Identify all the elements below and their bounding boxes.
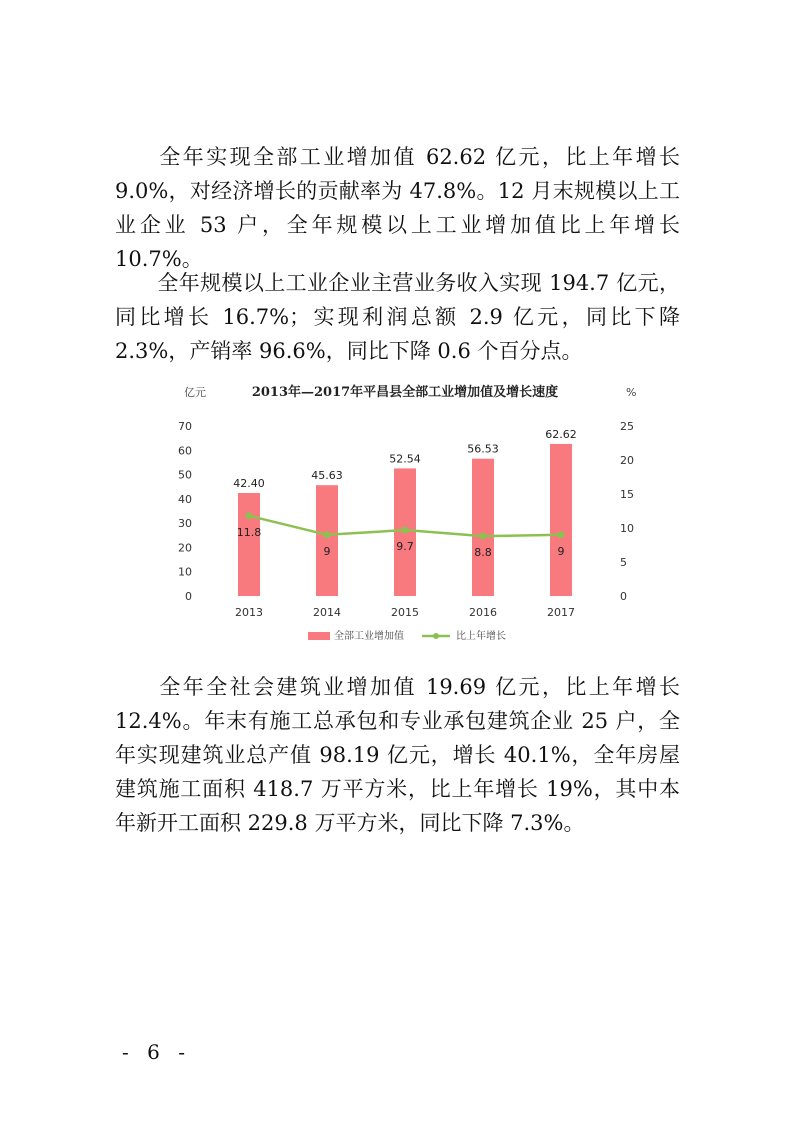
legend-bar-swatch bbox=[308, 632, 330, 640]
bar-label-2016: 56.53 bbox=[467, 442, 499, 456]
y-tick-label: 20 bbox=[178, 541, 192, 555]
y2-tick-label: 5 bbox=[620, 556, 627, 569]
y-tick-label: 0 bbox=[185, 590, 192, 603]
paragraph-construction bbox=[115, 670, 680, 840]
y-axis-label: 亿元 bbox=[184, 386, 206, 399]
x-tick-label: 2016 bbox=[469, 606, 497, 619]
bar-label-2017: 62.62 bbox=[545, 427, 577, 441]
bar-label-2013: 42.40 bbox=[233, 477, 265, 491]
growth-label-2014: 9 bbox=[323, 544, 331, 558]
industry-value-chart bbox=[170, 376, 640, 658]
bar-2017 bbox=[550, 444, 572, 596]
growth-label-2013: 11.8 bbox=[236, 525, 262, 539]
growth-point-2017 bbox=[558, 531, 565, 538]
bar-2016 bbox=[472, 459, 494, 596]
growth-label-2015: 9.7 bbox=[396, 540, 414, 554]
legend-bar-label: 全部工业增加值 bbox=[334, 631, 404, 642]
paragraph-construction-text: 全年全社会建筑业增加值 19.69 亿元，比上年增长 12.4%。年末有施工总承包和专业承包建筑企业 25 户，全年实现建筑业总产值 98.19 亿元，增长 40.1%，全年房屋建筑施工面积 418.7 万平方米，比上年增长 19%，其中本年新开工面积 229.8 万平方米，同比下降 7.3%。 bbox=[115, 675, 680, 835]
y2-axis-label: % bbox=[626, 386, 637, 399]
y-tick-label: 30 bbox=[178, 517, 192, 531]
growth-point-2014 bbox=[324, 531, 331, 538]
legend-line-label: 比上年增长 bbox=[456, 631, 506, 642]
growth-point-2013 bbox=[246, 512, 253, 519]
y2-tick-label: 0 bbox=[620, 590, 627, 603]
y-tick-label: 70 bbox=[178, 420, 192, 433]
y-tick-label: 10 bbox=[178, 565, 192, 579]
paragraph-industry-value-text: 全年实现全部工业增加值 62.62 亿元，比上年增长 9.0%，对经济增长的贡献率为 47.8%。12 月末规模以上工业企业 53 户，全年规模以上工业增加值比上年增长 10.7%。 bbox=[115, 145, 680, 271]
y2-tick-label: 15 bbox=[620, 488, 634, 501]
paragraph-industry-value bbox=[115, 140, 680, 276]
legend-line-marker bbox=[433, 633, 439, 639]
x-tick-label: 2015 bbox=[391, 606, 419, 619]
growth-point-2016 bbox=[480, 533, 487, 540]
x-tick-label: 2014 bbox=[313, 606, 341, 619]
y-tick-label: 40 bbox=[178, 492, 192, 506]
y-tick-label: 50 bbox=[178, 468, 192, 482]
y2-tick-label: 10 bbox=[620, 522, 634, 535]
bar-label-2015: 52.54 bbox=[389, 452, 421, 466]
bar-2013 bbox=[238, 493, 260, 596]
growth-point-2015 bbox=[402, 527, 409, 534]
bar-label-2014: 45.63 bbox=[311, 469, 343, 483]
y-tick-label: 60 bbox=[178, 444, 192, 458]
growth-label-2016: 8.8 bbox=[474, 546, 492, 560]
page-number: - 6 - bbox=[122, 1040, 191, 1064]
growth-label-2017: 9 bbox=[557, 544, 565, 558]
x-tick-label: 2017 bbox=[547, 606, 575, 619]
y2-tick-label: 20 bbox=[620, 454, 634, 467]
paragraph-industry-revenue-text: 全年规模以上工业企业主营业务收入实现 194.7 亿元，同比增长 16.7%；实现利润总额 2.9 亿元，同比下降 2.3%，产销率 96.6%，同比下降 0.6 个百分点。 bbox=[115, 271, 680, 363]
y2-tick-label: 25 bbox=[620, 420, 634, 433]
paragraph-industry-revenue bbox=[115, 266, 680, 368]
bar-2014 bbox=[316, 485, 338, 596]
chart-title: 2013年—2017年平昌县全部工业增加值及增长速度 bbox=[251, 385, 559, 400]
x-tick-label: 2013 bbox=[235, 606, 263, 619]
